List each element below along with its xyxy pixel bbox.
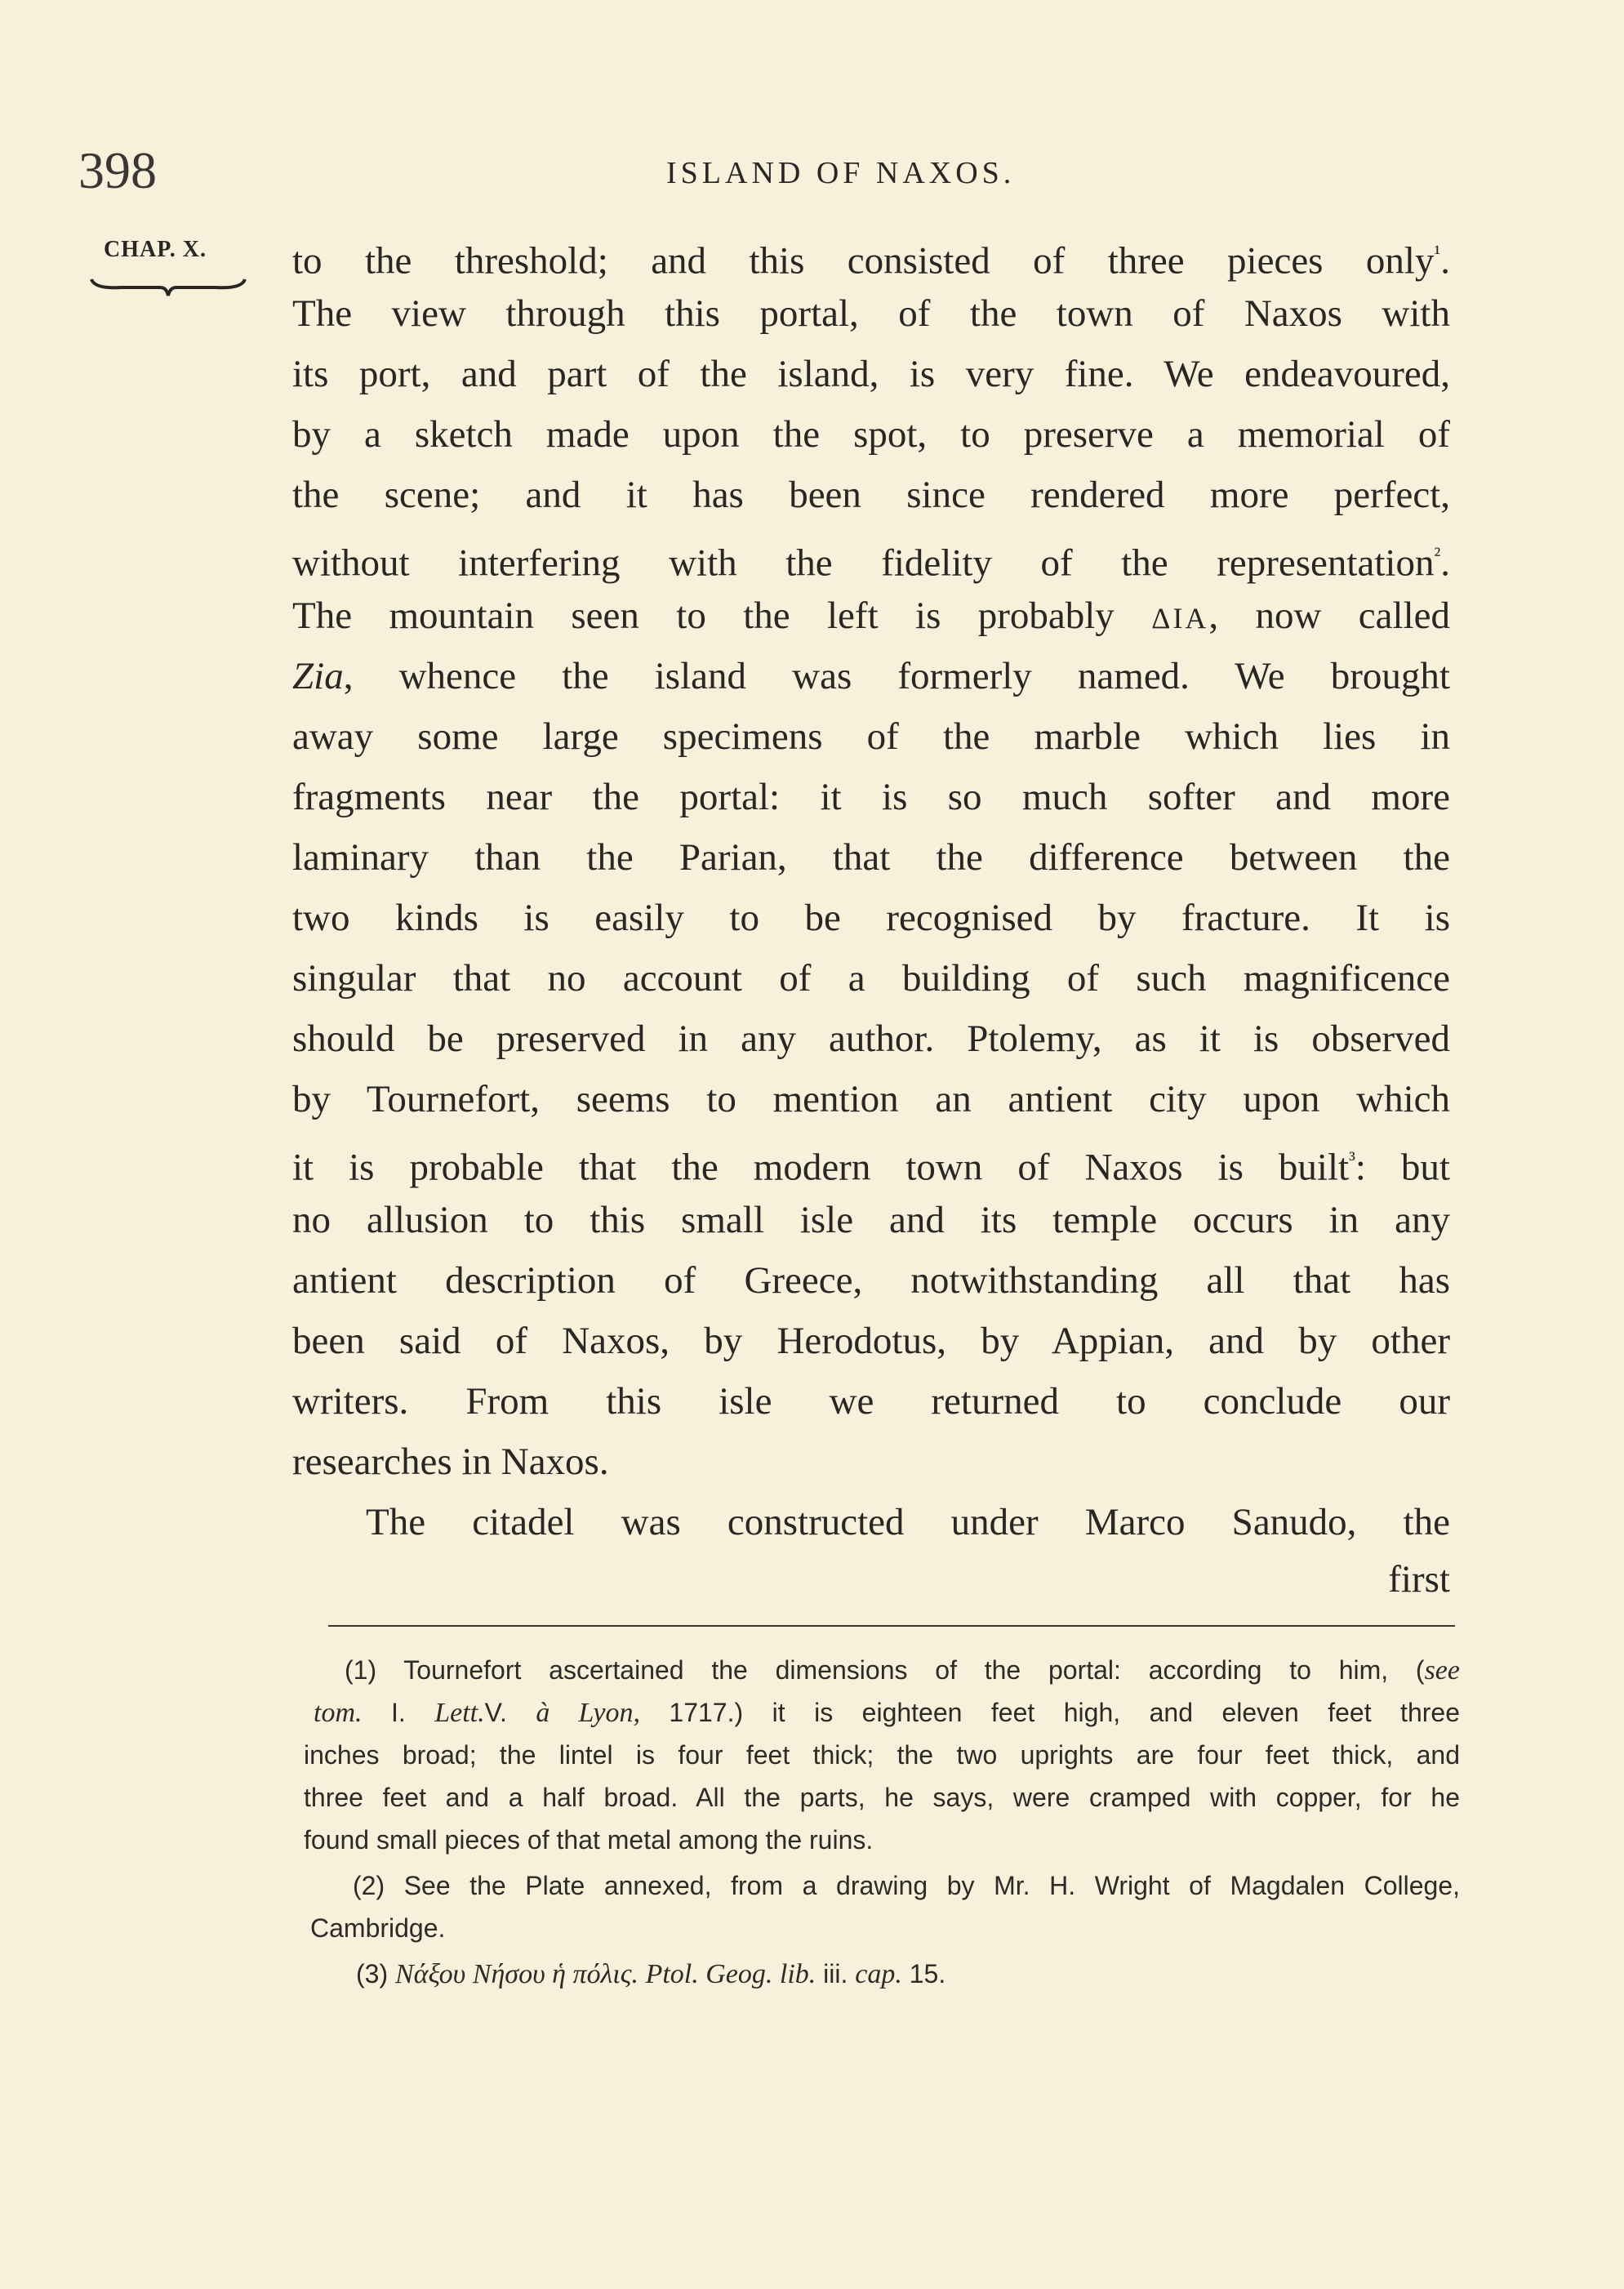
body-line: should be preserved in any author. Ptolemy, as it is observed xyxy=(292,1018,1450,1060)
body-line: laminary than the Parian, that the difference between the xyxy=(292,836,1450,879)
body-line: by a sketch made upon the spot, to preserve a memorial of xyxy=(292,413,1450,456)
running-title: ISLAND OF NAXOS. xyxy=(666,156,1016,190)
body-line: been said of Naxos, by Herodotus, by Appian, and by other xyxy=(292,1320,1450,1362)
footnote-1-line-1: (1) Tournefort ascertained the dimensions of the portal: according to him, (see xyxy=(345,1655,1460,1686)
body-line: Zia, whence the island was formerly named. We brought xyxy=(292,655,1450,697)
body-line: researches in Naxos. xyxy=(292,1441,609,1483)
page-number: 398 xyxy=(78,141,157,199)
body-line: its port, and part of the island, is very fine. We endeavoured, xyxy=(292,353,1450,395)
footnote-1-line-3: inches broad; the lintel is four feet thick; the two uprights are four feet thick, and xyxy=(304,1740,1460,1770)
footnote-rule xyxy=(328,1625,1455,1627)
body-line: The citadel was constructed under Marco Sanudo, the xyxy=(366,1501,1450,1543)
body-line: no allusion to this small isle and its temple occurs in any xyxy=(292,1199,1450,1241)
footnote-3: (3) Νάξου Νήσου ἡ πόλις. Ptol. Geog. lib. iii. cap. 15. xyxy=(356,1959,946,1989)
footnote-1-line-5: found small pieces of that metal among the ruins. xyxy=(304,1825,874,1855)
body-line: two kinds is easily to be recognised by fracture. It is xyxy=(292,897,1450,939)
body-line: the scene; and it has been since rendered more perfect, xyxy=(292,474,1450,516)
body-line: away some large specimens of the marble which lies in xyxy=(292,715,1450,758)
chapter-label: CHAP. X. xyxy=(104,237,207,262)
body-line: first xyxy=(1388,1558,1450,1601)
body-line: without interfering with the fidelity of the representation$^{^2}$. xyxy=(292,541,1450,585)
footnote-2-line-2: Cambridge. xyxy=(310,1913,446,1943)
body-line: fragments near the portal: it is so much softer and more xyxy=(292,776,1450,818)
footnote-1-line-2: tom. I. Lett.V. à Lyon, 1717.) it is eighteen feet high, and eleven feet three xyxy=(314,1698,1460,1728)
chapter-brace-ornament xyxy=(88,274,248,299)
body-line: by Tournefort, seems to mention an antient city upon which xyxy=(292,1078,1450,1120)
body-line: The mountain seen to the left is probably ΔΙΑ, now called xyxy=(292,595,1450,637)
body-line: writers. From this isle we returned to conclude our xyxy=(292,1380,1450,1423)
footnote-1-line-4: three feet and a half broad. All the parts, he says, were cramped with copper, for he xyxy=(304,1783,1460,1812)
body-line: antient description of Greece, notwithstanding all that has xyxy=(292,1259,1450,1302)
footnote-2-line-1: (2) See the Plate annexed, from a drawing by Mr. H. Wright of Magdalen College, xyxy=(353,1871,1460,1900)
body-line: it is probable that the modern town of Naxos is built$^{^3}$: but xyxy=(292,1146,1450,1189)
body-line: to the threshold; and this consisted of three pieces only$^{^1}$. xyxy=(292,239,1450,283)
body-line: The view through this portal, of the town of Naxos with xyxy=(292,292,1450,335)
body-line: singular that no account of a building of such magnificence xyxy=(292,957,1450,1000)
